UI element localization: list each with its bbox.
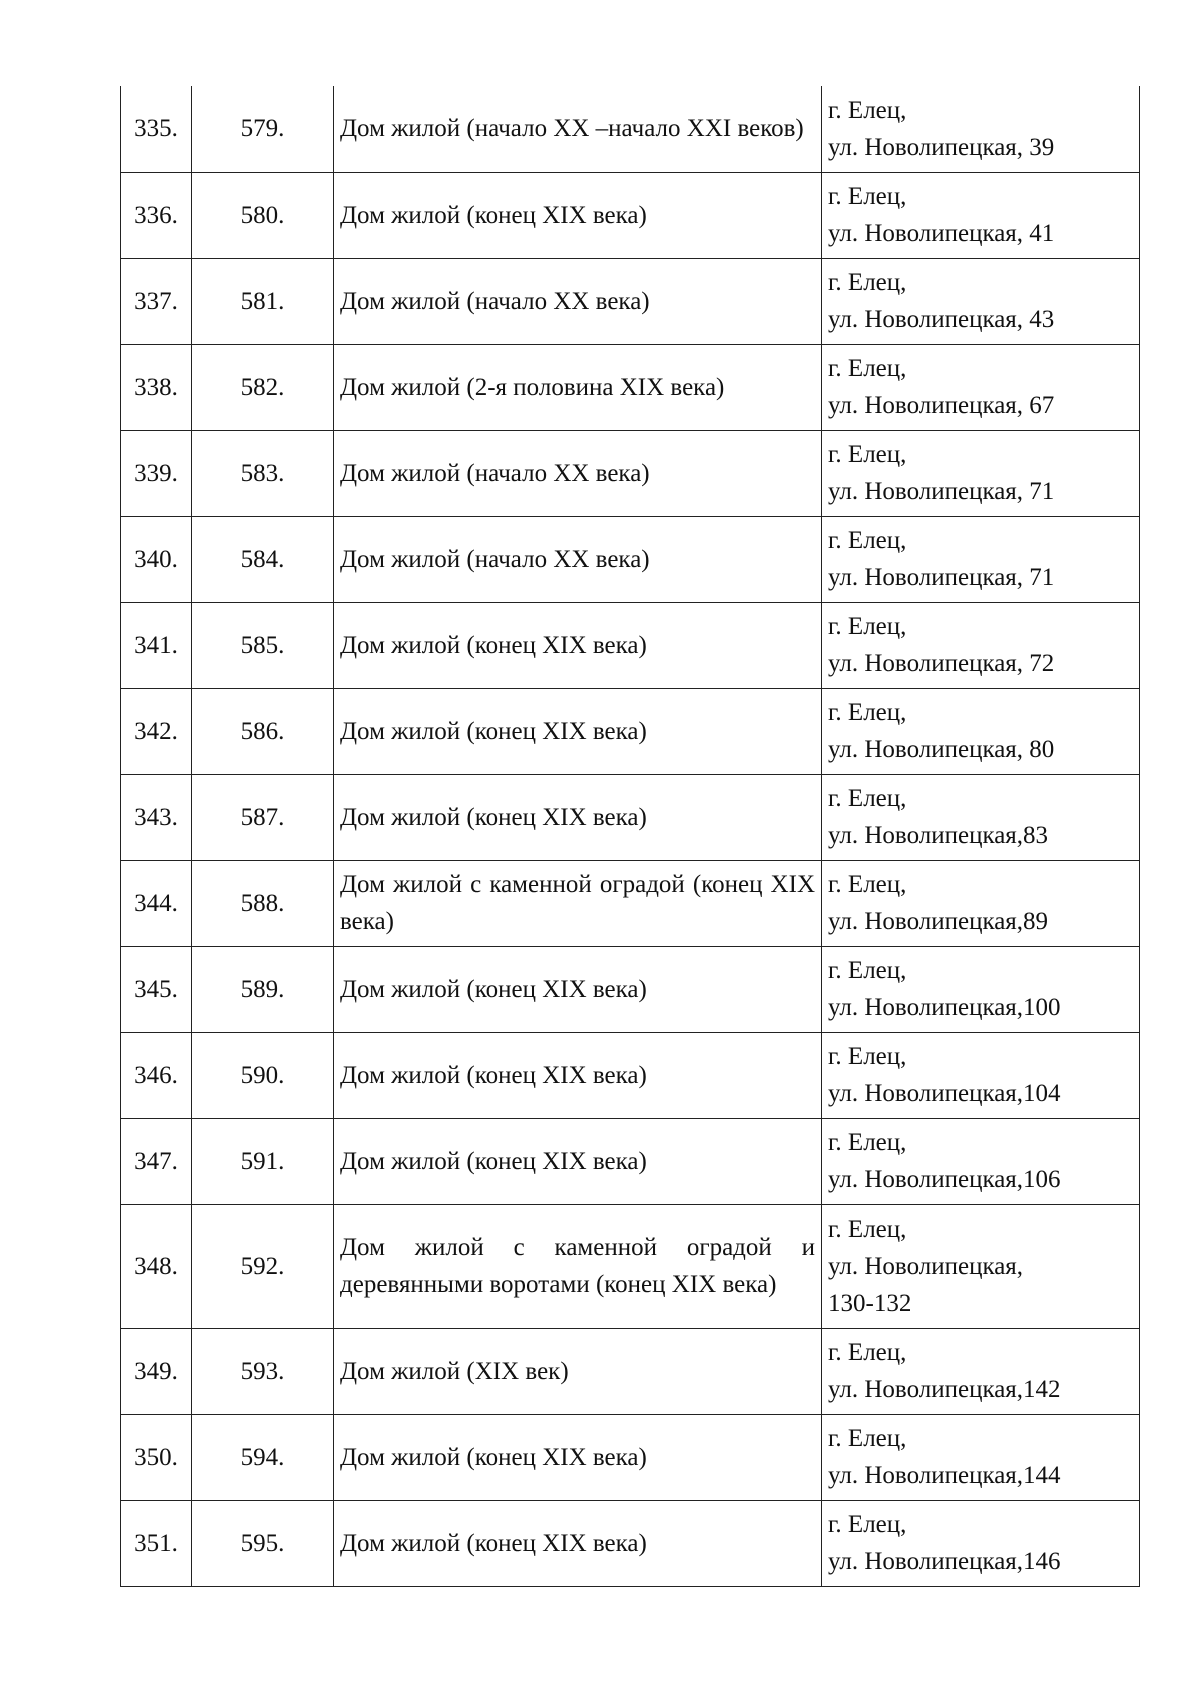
registry-number-cell: 593. <box>192 1328 334 1414</box>
address-line: г. Елец, <box>828 613 907 640</box>
row-number-cell: 336. <box>121 172 192 258</box>
table-row <box>121 1500 1140 1586</box>
address-line: г. Елец, <box>828 1425 907 1452</box>
registry-number-cell: 585. <box>192 602 334 688</box>
object-name-cell: Дом жилой (конец XIX века) <box>334 946 822 1032</box>
row-number-cell: 346. <box>121 1032 192 1118</box>
object-name-cell: Дом жилой (начало XX века) <box>334 430 822 516</box>
address-line: г. Елец, <box>828 1339 907 1366</box>
address-line: ул. Новолипецкая, 43 <box>828 306 1055 333</box>
address-line: ул. Новолипецкая,146 <box>828 1548 1061 1575</box>
object-name-cell: Дом жилой (начало XX века) <box>334 516 822 602</box>
object-name-cell: Дом жилой (конец XIX века) <box>334 1118 822 1204</box>
address-line: ул. Новолипецкая, 80 <box>828 736 1055 763</box>
table-row <box>121 1414 1140 1500</box>
address-line: ул. Новолипецкая, 39 <box>828 133 1055 161</box>
address-cell <box>822 946 1140 1032</box>
address-cell <box>822 1204 1140 1328</box>
row-number-cell: 350. <box>121 1414 192 1500</box>
row-number-cell: 344. <box>121 860 192 946</box>
row-number-cell: 343. <box>121 774 192 860</box>
address-line: ул. Новолипецкая,142 <box>828 1376 1061 1403</box>
address-line: г. Елец, <box>828 96 907 124</box>
row-number-cell: 340. <box>121 516 192 602</box>
row-number-cell: 337. <box>121 258 192 344</box>
row-number-cell: 349. <box>121 1328 192 1414</box>
registry-number-cell: 586. <box>192 688 334 774</box>
address-line: ул. Новолипецкая, 67 <box>828 392 1055 419</box>
registry-table-body <box>121 86 1140 1586</box>
object-name-cell: Дом жилой (конец XIX века) <box>334 688 822 774</box>
address-line: ул. Новолипецкая, 71 <box>828 478 1055 505</box>
address-cell <box>822 172 1140 258</box>
address-line: ул. Новолипецкая,104 <box>828 1080 1061 1107</box>
address-line: ул. Новолипецкая,100 <box>828 994 1061 1021</box>
heritage-registry-table <box>120 86 1140 1587</box>
address-cell <box>822 258 1140 344</box>
address-line: г. Елец, <box>828 785 907 812</box>
address-cell <box>822 602 1140 688</box>
address-line: г. Елец, <box>828 269 907 296</box>
table-row <box>121 946 1140 1032</box>
registry-number-cell: 590. <box>192 1032 334 1118</box>
registry-number-cell: 582. <box>192 344 334 430</box>
address-line: г. Елец, <box>828 1129 907 1156</box>
object-name-cell: Дом жилой (конец XIX века) <box>334 1500 822 1586</box>
address-line: г. Елец, <box>828 1511 907 1538</box>
address-cell <box>822 1414 1140 1500</box>
table-row <box>121 516 1140 602</box>
registry-number-cell: 581. <box>192 258 334 344</box>
address-line: ул. Новолипецкая, <box>828 1252 1024 1280</box>
table-row <box>121 1118 1140 1204</box>
row-number-cell: 345. <box>121 946 192 1032</box>
table-row <box>121 258 1140 344</box>
address-line: ул. Новолипецкая,144 <box>828 1462 1061 1489</box>
table-row <box>121 86 1140 172</box>
address-cell <box>822 516 1140 602</box>
object-name-cell: Дом жилой (конец XIX века) <box>334 1032 822 1118</box>
address-cell <box>822 774 1140 860</box>
registry-number-cell: 589. <box>192 946 334 1032</box>
registry-number-cell: 587. <box>192 774 334 860</box>
address-line: ул. Новолипецкая,83 <box>828 822 1049 849</box>
address-cell <box>822 1500 1140 1586</box>
table-row <box>121 774 1140 860</box>
address-cell <box>822 86 1140 172</box>
registry-number-cell: 595. <box>192 1500 334 1586</box>
address-cell <box>822 688 1140 774</box>
address-line: ул. Новолипецкая, 72 <box>828 650 1055 677</box>
object-name-cell: Дом жилой (начало XX века) <box>334 258 822 344</box>
row-number-cell: 348. <box>121 1204 192 1328</box>
table-row <box>121 602 1140 688</box>
address-line: ул. Новолипецкая, 71 <box>828 564 1055 591</box>
table-row <box>121 172 1140 258</box>
registry-number-cell: 580. <box>192 172 334 258</box>
object-name-cell: Дом жилой (конец XIX века) <box>334 774 822 860</box>
object-name-cell: Дом жилой (конец XIX века) <box>334 602 822 688</box>
address-line: ул. Новолипецкая,89 <box>828 908 1049 935</box>
address-line: г. Елец, <box>828 355 907 382</box>
table-row <box>121 430 1140 516</box>
row-number-cell: 351. <box>121 1500 192 1586</box>
object-name-cell: Дом жилой (конец XIX века) <box>334 1414 822 1500</box>
row-number-cell: 335. <box>121 86 192 172</box>
registry-number-cell: 591. <box>192 1118 334 1204</box>
address-line: г. Елец, <box>828 441 907 468</box>
row-number-cell: 341. <box>121 602 192 688</box>
row-number-cell: 338. <box>121 344 192 430</box>
address-line: ул. Новолипецкая,106 <box>828 1166 1061 1193</box>
object-name-cell: Дом жилой (начало XX –начало XXI веков) <box>334 86 822 172</box>
registry-number-cell: 588. <box>192 860 334 946</box>
address-cell <box>822 1328 1140 1414</box>
registry-number-cell: 579. <box>192 86 334 172</box>
object-name-cell: Дом жилой с каменной оградой (конец XIX века) <box>334 860 822 946</box>
object-name-cell: Дом жилой с каменной оградой и деревянными воротами (конец XIX века) <box>334 1204 822 1328</box>
address-cell <box>822 860 1140 946</box>
registry-number-cell: 592. <box>192 1204 334 1328</box>
row-number-cell: 339. <box>121 430 192 516</box>
address-line: г. Елец, <box>828 183 907 210</box>
address-line: г. Елец, <box>828 527 907 554</box>
table-row <box>121 1204 1140 1328</box>
table-row <box>121 1032 1140 1118</box>
object-name-cell: Дом жилой (XIX век) <box>334 1328 822 1414</box>
address-line: г. Елец, <box>828 1215 907 1243</box>
table-row <box>121 688 1140 774</box>
registry-number-cell: 594. <box>192 1414 334 1500</box>
address-line: г. Елец, <box>828 699 907 726</box>
object-name-cell: Дом жилой (конец XIX века) <box>334 172 822 258</box>
object-name-cell: Дом жилой (2-я половина XIX века) <box>334 344 822 430</box>
address-cell <box>822 1032 1140 1118</box>
address-cell <box>822 1118 1140 1204</box>
row-number-cell: 347. <box>121 1118 192 1204</box>
address-line: г. Елец, <box>828 957 907 984</box>
address-cell <box>822 344 1140 430</box>
table-row <box>121 1328 1140 1414</box>
registry-number-cell: 583. <box>192 430 334 516</box>
address-line: ул. Новолипецкая, 41 <box>828 220 1055 247</box>
registry-number-cell: 584. <box>192 516 334 602</box>
address-line: г. Елец, <box>828 1043 907 1070</box>
address-cell <box>822 430 1140 516</box>
address-line: г. Елец, <box>828 871 907 898</box>
row-number-cell: 342. <box>121 688 192 774</box>
address-line: 130-132 <box>828 1289 912 1317</box>
table-row <box>121 344 1140 430</box>
table-row <box>121 860 1140 946</box>
